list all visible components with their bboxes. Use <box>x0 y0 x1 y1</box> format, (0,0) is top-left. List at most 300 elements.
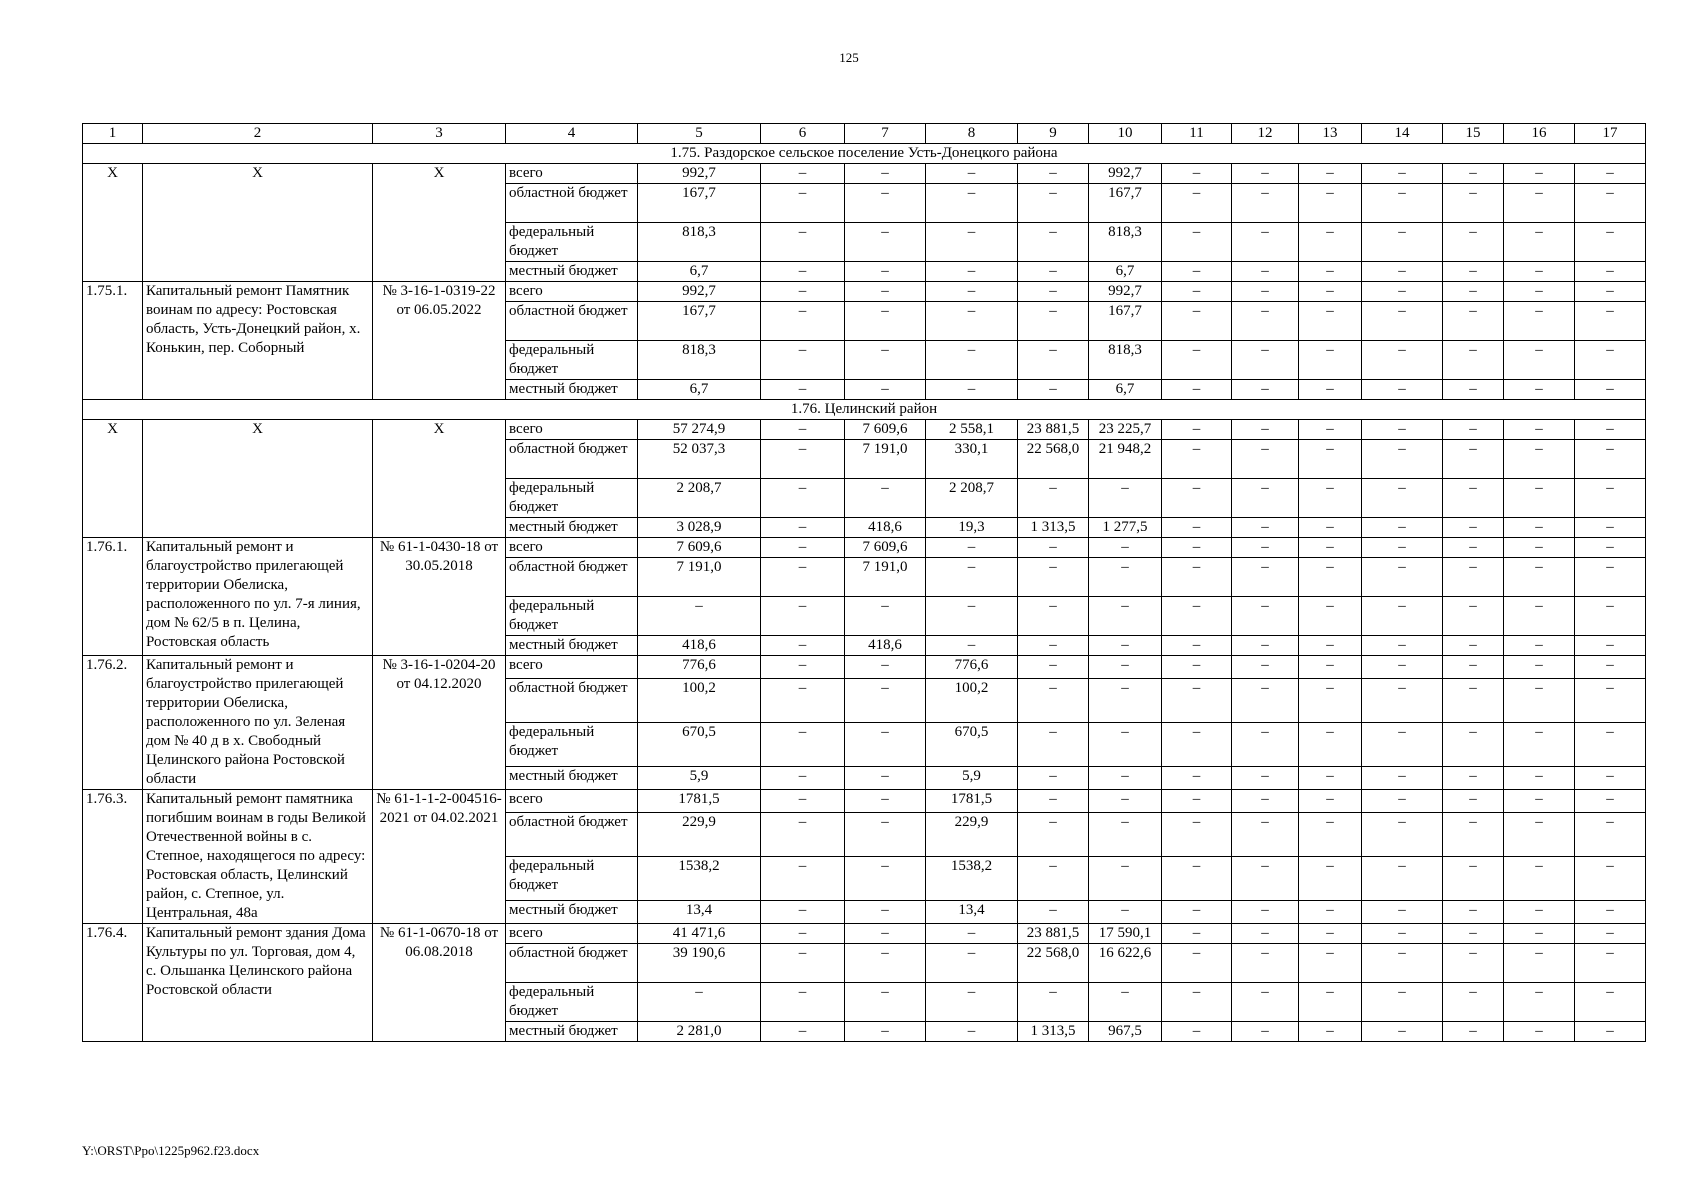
amount-cell: 5,9 <box>926 767 1018 790</box>
amount-cell: – <box>1299 440 1362 479</box>
amount-cell: 7 191,0 <box>845 558 926 597</box>
amount-cell: – <box>1232 341 1299 380</box>
amount-cell: – <box>1362 302 1443 341</box>
amount-cell: – <box>926 924 1018 944</box>
amount-cell: – <box>1504 678 1575 722</box>
amount-cell: 967,5 <box>1089 1022 1162 1042</box>
amount-cell: – <box>1362 767 1443 790</box>
amount-cell: – <box>1504 518 1575 538</box>
amount-cell: – <box>1232 440 1299 479</box>
amount-cell: – <box>1162 924 1232 944</box>
funding-source: всего <box>506 282 638 302</box>
amount-cell: – <box>1299 597 1362 636</box>
amount-cell: 6,7 <box>638 380 761 400</box>
amount-cell: – <box>761 722 845 766</box>
amount-cell: 992,7 <box>638 282 761 302</box>
amount-cell: – <box>926 184 1018 223</box>
amount-cell: – <box>1089 856 1162 900</box>
amount-cell: – <box>1575 983 1646 1022</box>
amount-cell: – <box>1162 597 1232 636</box>
amount-cell: – <box>1162 538 1232 558</box>
amount-cell: 7 191,0 <box>845 440 926 479</box>
amount-cell: – <box>1575 924 1646 944</box>
amount-cell: – <box>1575 538 1646 558</box>
amount-cell: – <box>1362 812 1443 856</box>
amount-cell: 23 881,5 <box>1018 924 1089 944</box>
amount-cell: 7 609,6 <box>638 538 761 558</box>
amount-cell: 22 568,0 <box>1018 440 1089 479</box>
amount-cell: – <box>845 380 926 400</box>
amount-cell: 5,9 <box>638 767 761 790</box>
amount-cell: – <box>1443 302 1504 341</box>
amount-cell: – <box>1575 656 1646 679</box>
amount-cell: – <box>1299 420 1362 440</box>
row-id: 1.76.1. <box>83 538 143 656</box>
amount-cell: – <box>1504 790 1575 813</box>
amount-cell: – <box>1089 790 1162 813</box>
amount-cell: – <box>761 302 845 341</box>
amount-cell: – <box>926 380 1018 400</box>
amount-cell: – <box>761 223 845 262</box>
amount-cell: – <box>1299 479 1362 518</box>
amount-cell: 7 609,6 <box>845 420 926 440</box>
amount-cell: – <box>1443 722 1504 766</box>
amount-cell: 21 948,2 <box>1089 440 1162 479</box>
section-row <box>83 144 1646 164</box>
amount-cell: – <box>1443 282 1504 302</box>
row-id: Х <box>83 420 143 538</box>
amount-cell: – <box>845 856 926 900</box>
table-header-row <box>83 124 1646 144</box>
amount-cell: – <box>845 184 926 223</box>
amount-cell: – <box>1299 678 1362 722</box>
amount-cell: – <box>1443 538 1504 558</box>
amount-cell: – <box>845 944 926 983</box>
document-number: Х <box>373 420 506 538</box>
amount-cell: – <box>761 856 845 900</box>
amount-cell: – <box>1232 1022 1299 1042</box>
amount-cell: – <box>1162 380 1232 400</box>
amount-cell: 418,6 <box>638 636 761 656</box>
amount-cell: – <box>1362 223 1443 262</box>
amount-cell: 229,9 <box>926 812 1018 856</box>
amount-cell: – <box>1232 538 1299 558</box>
amount-cell: – <box>761 597 845 636</box>
amount-cell: – <box>1362 1022 1443 1042</box>
amount-cell: – <box>1575 380 1646 400</box>
object-name: Х <box>143 420 373 538</box>
amount-cell: 818,3 <box>638 341 761 380</box>
amount-cell: – <box>1443 790 1504 813</box>
amount-cell: – <box>1504 856 1575 900</box>
amount-cell: – <box>1504 302 1575 341</box>
amount-cell: – <box>845 790 926 813</box>
amount-cell: – <box>845 656 926 679</box>
amount-cell: – <box>1018 223 1089 262</box>
amount-cell: – <box>1299 944 1362 983</box>
amount-cell: – <box>1575 856 1646 900</box>
row-id: 1.76.4. <box>83 924 143 1042</box>
amount-cell: – <box>638 983 761 1022</box>
amount-cell: – <box>1232 722 1299 766</box>
amount-cell: 776,6 <box>926 656 1018 679</box>
amount-cell: – <box>845 223 926 262</box>
amount-cell: – <box>1162 790 1232 813</box>
funding-source: областной бюджет <box>506 440 638 479</box>
funding-source: всего <box>506 924 638 944</box>
amount-cell: – <box>1362 164 1443 184</box>
amount-cell: 100,2 <box>926 678 1018 722</box>
object-name: Капитальный ремонт и благоустройство прилегающей территории Обелиска, расположенного по ул. 7-я линия, дом № 62/5 в п. Целина, Ростовская область <box>143 538 373 656</box>
amount-cell: – <box>845 722 926 766</box>
funding-source: местный бюджет <box>506 518 638 538</box>
amount-cell: – <box>926 983 1018 1022</box>
amount-cell: 1781,5 <box>926 790 1018 813</box>
document-number: № 61-1-0430-18 от 30.05.2018 <box>373 538 506 656</box>
amount-cell: – <box>1575 341 1646 380</box>
column-header: 9 <box>1018 124 1089 144</box>
amount-cell: – <box>1018 479 1089 518</box>
amount-cell: – <box>1018 341 1089 380</box>
amount-cell: – <box>1232 767 1299 790</box>
amount-cell: – <box>845 1022 926 1042</box>
object-name: Капитальный ремонт здания Дома Культуры по ул. Торговая, дом 4, с. Ольшанка Целинского района Ростовской области <box>143 924 373 1042</box>
row-id: 1.75.1. <box>83 282 143 400</box>
amount-cell: – <box>1362 901 1443 924</box>
amount-cell: – <box>1299 380 1362 400</box>
amount-cell: – <box>1575 901 1646 924</box>
amount-cell: 992,7 <box>638 164 761 184</box>
amount-cell: 57 274,9 <box>638 420 761 440</box>
amount-cell: – <box>1575 282 1646 302</box>
section-row <box>83 400 1646 420</box>
amount-cell: 1538,2 <box>638 856 761 900</box>
amount-cell: – <box>1018 983 1089 1022</box>
table-row <box>83 924 1646 944</box>
amount-cell: – <box>1504 164 1575 184</box>
amount-cell: – <box>1443 924 1504 944</box>
column-header: 6 <box>761 124 845 144</box>
funding-source: федеральный бюджет <box>506 983 638 1022</box>
amount-cell: – <box>1232 790 1299 813</box>
amount-cell: – <box>1162 636 1232 656</box>
amount-cell: – <box>1575 184 1646 223</box>
funding-source: всего <box>506 790 638 813</box>
amount-cell: 818,3 <box>1089 341 1162 380</box>
funding-source: федеральный бюджет <box>506 722 638 766</box>
amount-cell: – <box>761 656 845 679</box>
amount-cell: – <box>926 538 1018 558</box>
amount-cell: – <box>1504 341 1575 380</box>
amount-cell: – <box>1299 636 1362 656</box>
amount-cell: – <box>1575 944 1646 983</box>
amount-cell: – <box>926 262 1018 282</box>
amount-cell: – <box>1089 901 1162 924</box>
amount-cell: – <box>1232 944 1299 983</box>
amount-cell: – <box>1089 812 1162 856</box>
amount-cell: – <box>1362 856 1443 900</box>
column-header: 5 <box>638 124 761 144</box>
amount-cell: – <box>1575 420 1646 440</box>
amount-cell: – <box>1089 722 1162 766</box>
amount-cell: – <box>845 924 926 944</box>
amount-cell: – <box>1162 302 1232 341</box>
amount-cell: 6,7 <box>638 262 761 282</box>
amount-cell: – <box>1575 678 1646 722</box>
amount-cell: – <box>1018 538 1089 558</box>
funding-source: областной бюджет <box>506 184 638 223</box>
document-number: Х <box>373 164 506 282</box>
amount-cell: – <box>845 767 926 790</box>
amount-cell: – <box>1575 767 1646 790</box>
amount-cell: – <box>1504 1022 1575 1042</box>
funding-source: федеральный бюджет <box>506 341 638 380</box>
amount-cell: – <box>1362 983 1443 1022</box>
amount-cell: – <box>1362 722 1443 766</box>
amount-cell: – <box>1443 636 1504 656</box>
amount-cell: 16 622,6 <box>1089 944 1162 983</box>
amount-cell: – <box>926 1022 1018 1042</box>
object-name: Капитальный ремонт и благоустройство прилегающей территории Обелиска, расположенного по ул. Зеленая дом № 40 д в х. Свободный Целинского района Ростовской области <box>143 656 373 790</box>
amount-cell: – <box>1504 944 1575 983</box>
amount-cell: – <box>1362 341 1443 380</box>
amount-cell: – <box>1504 901 1575 924</box>
amount-cell: 52 037,3 <box>638 440 761 479</box>
row-id: 1.76.3. <box>83 790 143 924</box>
amount-cell: – <box>1162 440 1232 479</box>
amount-cell: – <box>1443 262 1504 282</box>
amount-cell: – <box>1362 597 1443 636</box>
amount-cell: – <box>761 901 845 924</box>
amount-cell: – <box>1299 1022 1362 1042</box>
amount-cell: – <box>1299 223 1362 262</box>
amount-cell: – <box>845 597 926 636</box>
amount-cell: – <box>845 341 926 380</box>
object-name: Капитальный ремонт Памятник воинам по адресу: Ростовская область, Усть-Донецкий район, х. Конькин, пер. Соборный <box>143 282 373 400</box>
amount-cell: – <box>1089 983 1162 1022</box>
column-header: 7 <box>845 124 926 144</box>
amount-cell: – <box>761 420 845 440</box>
amount-cell: – <box>926 636 1018 656</box>
amount-cell: – <box>1232 856 1299 900</box>
amount-cell: – <box>1162 812 1232 856</box>
funding-source: всего <box>506 420 638 440</box>
amount-cell: – <box>1504 538 1575 558</box>
amount-cell: – <box>1162 1022 1232 1042</box>
object-name: Капитальный ремонт памятника погибшим воинам в годы Великой Отечественной войны в с. Степное, находящегося по адресу: Ростовская область, Целинский район, с. Степное, ул. Центральная, 48а <box>143 790 373 924</box>
section-title: 1.76. Целинский район <box>83 400 1646 420</box>
amount-cell: – <box>1162 184 1232 223</box>
amount-cell: – <box>1232 282 1299 302</box>
amount-cell: – <box>1232 597 1299 636</box>
amount-cell: 23 225,7 <box>1089 420 1162 440</box>
amount-cell: – <box>1232 901 1299 924</box>
amount-cell: – <box>926 302 1018 341</box>
amount-cell: – <box>845 678 926 722</box>
amount-cell: 776,6 <box>638 656 761 679</box>
amount-cell: – <box>926 944 1018 983</box>
amount-cell: – <box>1299 282 1362 302</box>
amount-cell: – <box>926 597 1018 636</box>
amount-cell: – <box>1162 856 1232 900</box>
amount-cell: – <box>1443 812 1504 856</box>
column-header: 8 <box>926 124 1018 144</box>
footer-file-path: Y:\ORST\Ppo\1225p962.f23.docx <box>82 1143 260 1158</box>
amount-cell: – <box>761 518 845 538</box>
amount-cell: – <box>1089 597 1162 636</box>
amount-cell: 13,4 <box>926 901 1018 924</box>
amount-cell: – <box>761 1022 845 1042</box>
table-row <box>83 790 1646 813</box>
amount-cell: – <box>1443 767 1504 790</box>
amount-cell: 818,3 <box>638 223 761 262</box>
amount-cell: 992,7 <box>1089 282 1162 302</box>
amount-cell: – <box>1504 282 1575 302</box>
row-id: 1.76.2. <box>83 656 143 790</box>
amount-cell: – <box>845 302 926 341</box>
amount-cell: – <box>1504 924 1575 944</box>
amount-cell: – <box>1089 479 1162 518</box>
page-number: 125 <box>839 50 859 65</box>
amount-cell: – <box>1299 812 1362 856</box>
amount-cell: – <box>761 282 845 302</box>
amount-cell: – <box>1575 479 1646 518</box>
funding-source: областной бюджет <box>506 558 638 597</box>
amount-cell: 7 609,6 <box>845 538 926 558</box>
column-header: 2 <box>143 124 373 144</box>
amount-cell: – <box>1504 812 1575 856</box>
amount-cell: – <box>761 380 845 400</box>
amount-cell: – <box>1299 656 1362 679</box>
amount-cell: 330,1 <box>926 440 1018 479</box>
amount-cell: – <box>845 901 926 924</box>
amount-cell: 41 471,6 <box>638 924 761 944</box>
amount-cell: – <box>1575 636 1646 656</box>
amount-cell: – <box>1362 440 1443 479</box>
amount-cell: – <box>1018 262 1089 282</box>
amount-cell: – <box>1362 538 1443 558</box>
amount-cell: – <box>1443 901 1504 924</box>
amount-cell: – <box>1575 223 1646 262</box>
amount-cell: 1781,5 <box>638 790 761 813</box>
amount-cell: – <box>1162 479 1232 518</box>
amount-cell: 1 313,5 <box>1018 518 1089 538</box>
amount-cell: – <box>1018 901 1089 924</box>
amount-cell: – <box>1299 767 1362 790</box>
amount-cell: – <box>1018 164 1089 184</box>
amount-cell: – <box>1162 678 1232 722</box>
amount-cell: – <box>1362 420 1443 440</box>
amount-cell: – <box>1089 558 1162 597</box>
amount-cell: – <box>1232 420 1299 440</box>
amount-cell: – <box>1162 944 1232 983</box>
amount-cell: – <box>1232 380 1299 400</box>
table-row <box>83 538 1646 558</box>
column-header: 1 <box>83 124 143 144</box>
amount-cell: 7 191,0 <box>638 558 761 597</box>
amount-cell: – <box>1018 184 1089 223</box>
amount-cell: – <box>1089 767 1162 790</box>
document-number: № 3-16-1-0204-20 от 04.12.2020 <box>373 656 506 790</box>
amount-cell: – <box>1362 678 1443 722</box>
amount-cell: – <box>1089 538 1162 558</box>
funding-source: местный бюджет <box>506 262 638 282</box>
amount-cell: – <box>1362 790 1443 813</box>
document-number: № 3-16-1-0319-22 от 06.05.2022 <box>373 282 506 400</box>
amount-cell: – <box>1504 440 1575 479</box>
amount-cell: 1538,2 <box>926 856 1018 900</box>
amount-cell: – <box>1362 656 1443 679</box>
column-header: 4 <box>506 124 638 144</box>
column-header: 17 <box>1575 124 1646 144</box>
amount-cell: – <box>1299 538 1362 558</box>
amount-cell: 13,4 <box>638 901 761 924</box>
amount-cell: – <box>1575 790 1646 813</box>
column-header: 16 <box>1504 124 1575 144</box>
amount-cell: – <box>1232 983 1299 1022</box>
funding-source: федеральный бюджет <box>506 479 638 518</box>
amount-cell: – <box>1162 262 1232 282</box>
amount-cell: 2 558,1 <box>926 420 1018 440</box>
amount-cell: 39 190,6 <box>638 944 761 983</box>
amount-cell: – <box>1232 184 1299 223</box>
amount-cell: – <box>761 479 845 518</box>
amount-cell: 167,7 <box>638 302 761 341</box>
amount-cell: – <box>1443 597 1504 636</box>
amount-cell: 2 208,7 <box>926 479 1018 518</box>
amount-cell: 6,7 <box>1089 262 1162 282</box>
amount-cell: – <box>1575 518 1646 538</box>
amount-cell: – <box>1162 558 1232 597</box>
amount-cell: – <box>845 812 926 856</box>
amount-cell: – <box>1299 558 1362 597</box>
amount-cell: – <box>845 479 926 518</box>
funding-source: местный бюджет <box>506 636 638 656</box>
amount-cell: – <box>1018 597 1089 636</box>
amount-cell: – <box>1018 812 1089 856</box>
amount-cell: 3 028,9 <box>638 518 761 538</box>
amount-cell: – <box>1232 924 1299 944</box>
funding-source: областной бюджет <box>506 812 638 856</box>
amount-cell: – <box>845 282 926 302</box>
amount-cell: – <box>1575 812 1646 856</box>
funding-source: местный бюджет <box>506 901 638 924</box>
amount-cell: – <box>1089 636 1162 656</box>
amount-cell: 19,3 <box>926 518 1018 538</box>
amount-cell: – <box>1504 597 1575 636</box>
row-id: Х <box>83 164 143 282</box>
amount-cell: 100,2 <box>638 678 761 722</box>
amount-cell: – <box>1018 380 1089 400</box>
funding-source: областной бюджет <box>506 302 638 341</box>
amount-cell: – <box>1299 722 1362 766</box>
amount-cell: – <box>1362 282 1443 302</box>
amount-cell: – <box>761 538 845 558</box>
amount-cell: – <box>1443 678 1504 722</box>
amount-cell: – <box>761 440 845 479</box>
amount-cell: – <box>1362 924 1443 944</box>
amount-cell: – <box>926 558 1018 597</box>
amount-cell: 418,6 <box>845 518 926 538</box>
amount-cell: – <box>761 678 845 722</box>
funding-source: местный бюджет <box>506 767 638 790</box>
amount-cell: – <box>1362 558 1443 597</box>
column-header: 12 <box>1232 124 1299 144</box>
amount-cell: – <box>1575 262 1646 282</box>
column-header: 15 <box>1443 124 1504 144</box>
funding-source: областной бюджет <box>506 678 638 722</box>
amount-cell: – <box>1162 282 1232 302</box>
